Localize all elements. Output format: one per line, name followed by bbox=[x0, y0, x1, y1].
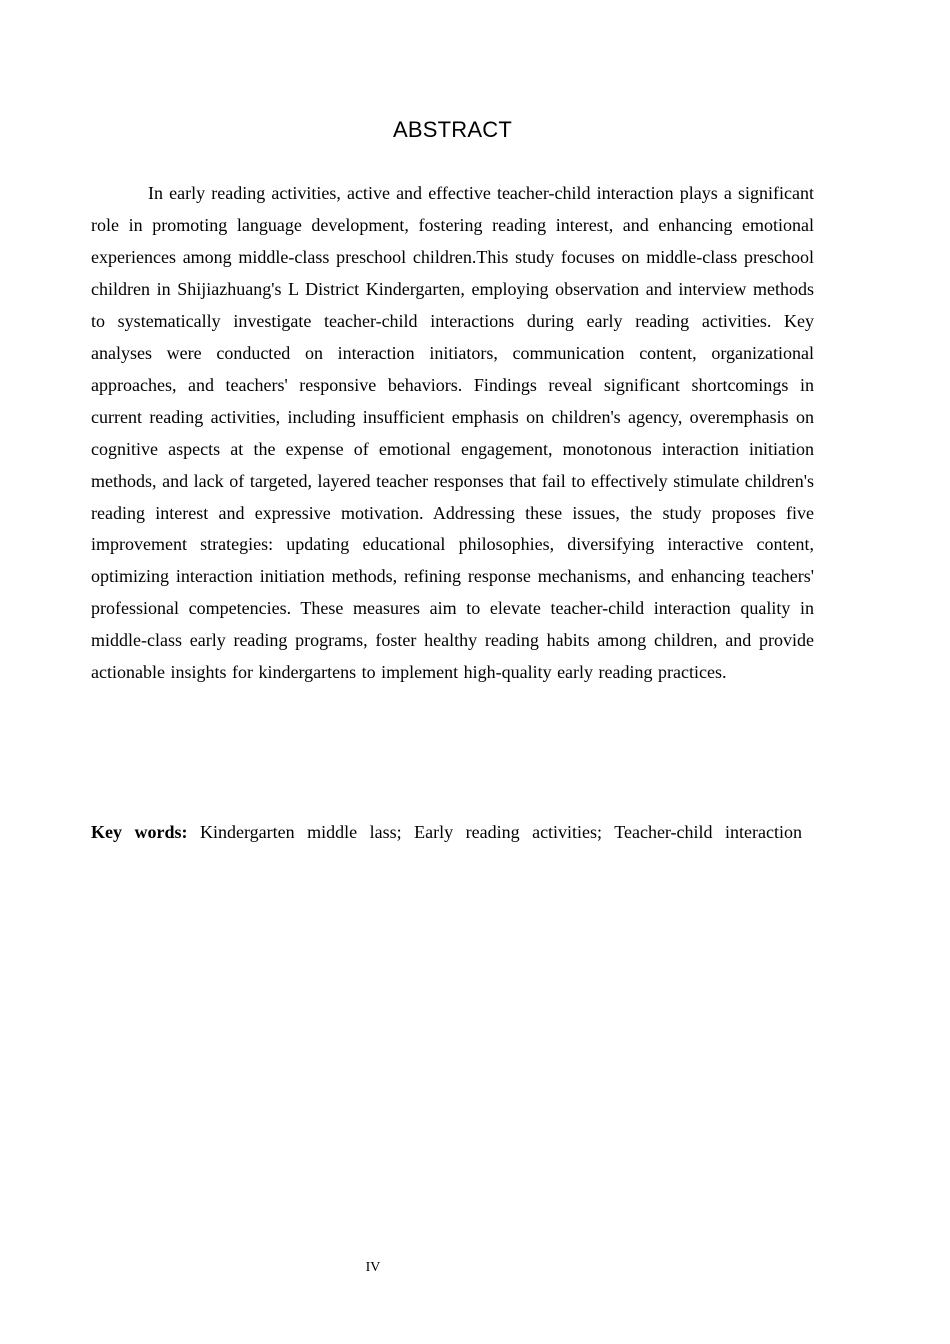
keywords-paragraph bbox=[91, 816, 814, 848]
keywords-label: Key words: bbox=[91, 822, 188, 842]
abstract-title: ABSTRACT bbox=[393, 117, 512, 142]
page-number: IV bbox=[365, 1260, 381, 1275]
keywords-text: Kindergarten middle lass; Early reading activities; Teacher-child interaction bbox=[200, 822, 803, 842]
abstract-body: In early reading activities, active and effective teacher-child interaction plays a significant role in promoting language development, fostering reading interest, and enhancing emotional experiences among middle-class preschool children.This study focuses on middle-class preschool children in Shijiazhuang's L District Kindergarten, employing observation and interview methods to systematically investigate teacher-child interactions during early reading activities. Key analyses were conducted on interaction initiators, communication content, organizational approaches, and teachers' responsive behaviors. Findings reveal significant shortcomings in current reading activities, including insufficient emphasis on children's agency, overemphasis on cognitive aspects at the expense of emotional engagement, monotonous interaction initiation methods, and lack of targeted, layered teacher responses that fail to effectively stimulate children's reading interest and expressive motivation. Addressing these issues, the study proposes five improvement strategies: updating educational philosophies, diversifying interactive content, optimizing interaction initiation methods, refining response mechanisms, and enhancing teachers' professional competencies. These measures aim to elevate teacher-child interaction quality in middle-class early reading programs, foster healthy reading habits among children, and provide actionable insights for kindergartens to implement high-quality early reading practices. bbox=[91, 183, 814, 683]
